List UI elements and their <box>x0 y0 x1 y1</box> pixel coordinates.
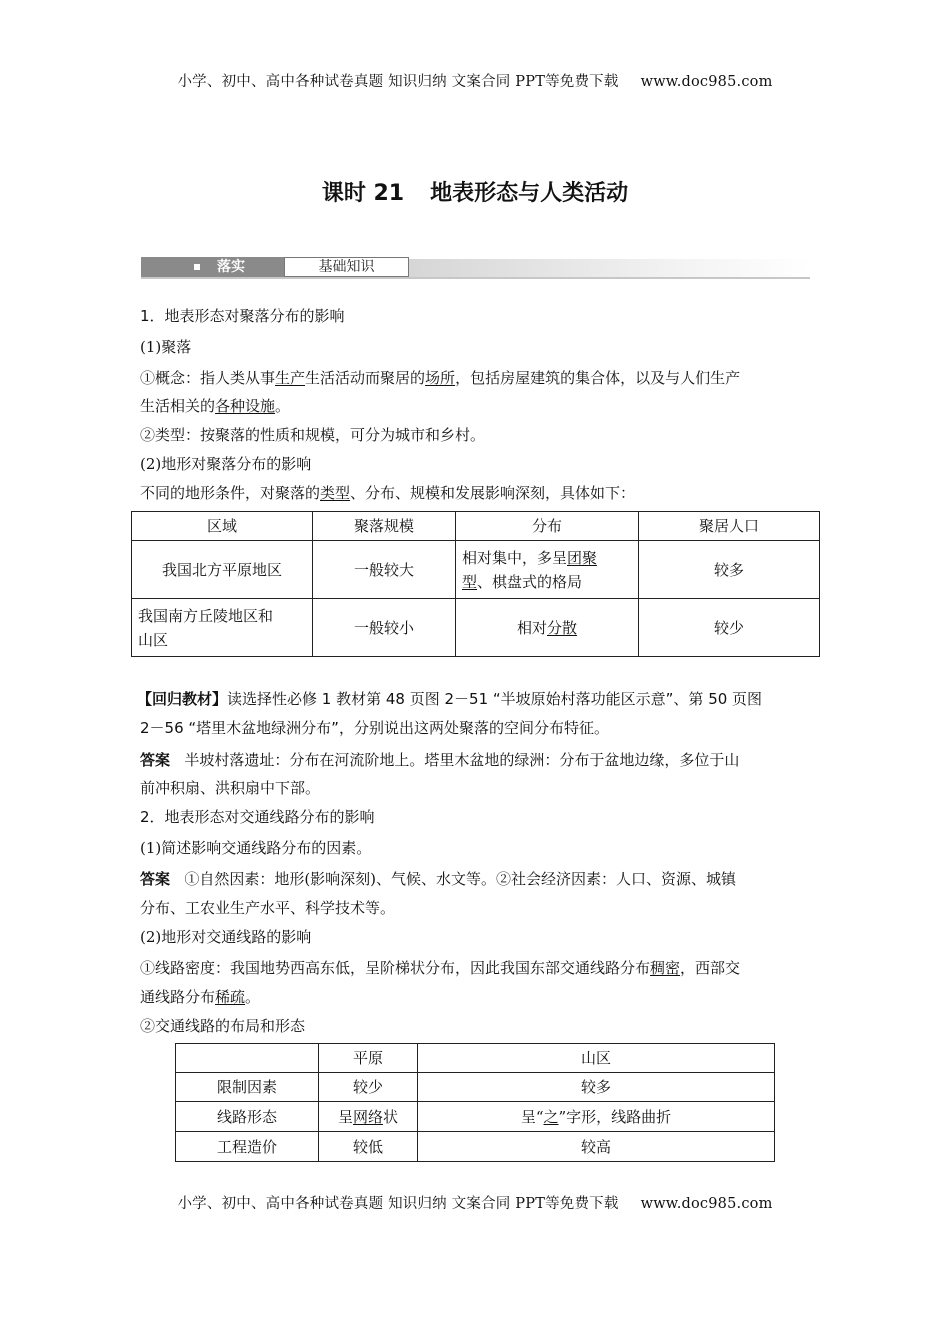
s2-sub1: (1)简述影响交通线路分布的因素。 <box>140 839 372 857</box>
table-cell: 限制因素 <box>176 1073 319 1102</box>
table-header: 分布 <box>456 512 639 541</box>
table-row <box>176 1073 775 1102</box>
page-title <box>0 176 950 207</box>
table-cell: 一般较大 <box>313 541 456 599</box>
type-line: ②类型：按聚落的性质和规模，可分为城市和乡村。 <box>140 426 486 444</box>
page-footer <box>0 1192 950 1213</box>
blank-answer: 之 <box>543 1107 559 1126</box>
table-header: 区域 <box>132 512 313 541</box>
footer-url[interactable]: www.doc985.com <box>640 1196 773 1212</box>
s1-sub1: (1)聚落 <box>140 338 192 356</box>
s1-heading: 1．地表形态对聚落分布的影响 <box>140 307 345 325</box>
settlement-table <box>131 511 820 657</box>
blank-answer: 类型 <box>320 484 351 502</box>
lesson-number: 课时 21 <box>321 181 405 206</box>
review-answer-2: 前冲积扇、洪积扇中下部。 <box>140 779 321 797</box>
table-cell: 相对集中，多呈团聚 型、棋盘式的格局 <box>456 541 639 599</box>
blank-answer: 稀疏 <box>215 988 246 1006</box>
layout-line: ②交通线路的布局和形态 <box>140 1017 306 1035</box>
table-cell: 较低 <box>319 1132 418 1162</box>
answer-label: 答案 <box>140 751 171 769</box>
concept-line-2: 生活相关的各种设施。 <box>140 397 291 415</box>
header-text: 小学、初中、高中各种试卷真题 知识归纳 文案合同 PPT等免费下载 <box>177 74 619 90</box>
table-row <box>132 512 820 541</box>
blank-answer: 网络 <box>352 1107 383 1126</box>
review-line-1: 【回归教材】读选择性必修 1 教材第 48 页图 2－51 “半坡原始村落功能区示意”、第 50 页图 <box>137 690 763 708</box>
blank-answer: 场所 <box>425 369 456 387</box>
s1-sub2: (2)地形对聚落分布的影响 <box>140 455 312 473</box>
section-banner <box>141 257 810 279</box>
lesson-topic: 地表形态与人类活动 <box>430 181 629 206</box>
table-header: 山区 <box>418 1044 775 1073</box>
banner-fade <box>409 259 810 277</box>
table-cell: 我国南方丘陵地区和 山区 <box>132 599 313 657</box>
square-bullet-icon <box>194 264 200 270</box>
table-cell: 我国北方平原地区 <box>132 541 313 599</box>
banner-tag-text: 落实 <box>217 259 245 275</box>
table-header <box>176 1044 319 1073</box>
s2-heading: 2．地表形态对交通线路分布的影响 <box>140 808 375 826</box>
banner-label: 基础知识 <box>284 257 409 277</box>
table-row <box>176 1132 775 1162</box>
review-tag: 【回归教材】 <box>137 690 228 708</box>
s2-answer-2: 分布、工农业生产水平、科学技术等。 <box>140 899 396 917</box>
header-url[interactable]: www.doc985.com <box>640 74 773 90</box>
s2-answer-1: 答案 ①自然因素：地形(影响深刻)、气候、水文等。②社会经济因素：人口、资源、城镇 <box>140 870 737 888</box>
table-cell: 较高 <box>418 1132 775 1162</box>
table-cell: 较多 <box>639 541 820 599</box>
banner-rule <box>141 277 810 279</box>
density-line: ①线路密度：我国地势西高东低，呈阶梯状分布，因此我国东部交通线路分布稠密，西部交 <box>140 959 741 977</box>
table-cell: 较少 <box>639 599 820 657</box>
review-line-2: 2－56 “塔里木盆地绿洲分布”，分别说出这两处聚落的空间分布特征。 <box>140 719 609 737</box>
transport-table <box>175 1043 775 1162</box>
review-answer-1: 答案 半坡村落遗址：分布在河流阶地上。塔里木盆地的绿洲：分布于盆地边缘，多位于山 <box>140 751 740 769</box>
concept-line: ①概念：指人类从事生产生活活动而聚居的场所，包括房屋建筑的集合体，以及与人们生产 <box>140 369 741 387</box>
table-cell: 线路形态 <box>176 1102 319 1132</box>
footer-text: 小学、初中、高中各种试卷真题 知识归纳 文案合同 PPT等免费下载 <box>177 1196 619 1212</box>
table-cell: 呈网络状 <box>319 1102 418 1132</box>
table-cell: 工程造价 <box>176 1132 319 1162</box>
page-header <box>0 70 950 91</box>
answer-label: 答案 <box>140 870 171 888</box>
table1-intro: 不同的地形条件，对聚落的类型、分布、规模和发展影响深刻，具体如下： <box>140 484 636 502</box>
table-cell: 相对分散 <box>456 599 639 657</box>
table-header: 平原 <box>319 1044 418 1073</box>
blank-answer: 生产 <box>275 369 306 387</box>
table-cell: 呈“之”字形，线路曲折 <box>418 1102 775 1132</box>
table-header: 聚居人口 <box>639 512 820 541</box>
table-cell: 较少 <box>319 1073 418 1102</box>
blank-answer: 型 <box>462 572 478 591</box>
density-line-2: 通线路分布稀疏。 <box>140 988 261 1006</box>
table-row <box>176 1102 775 1132</box>
s2-sub2: (2)地形对交通线路的影响 <box>140 928 312 946</box>
blank-answer: 稠密 <box>650 959 681 977</box>
table-cell: 一般较小 <box>313 599 456 657</box>
table-header: 聚落规模 <box>313 512 456 541</box>
table-row <box>132 541 820 599</box>
table-row <box>176 1044 775 1073</box>
blank-answer: 团聚 <box>567 548 598 567</box>
blank-answer: 分散 <box>547 618 578 637</box>
table-row <box>132 599 820 657</box>
blank-answer: 各种设施 <box>215 397 276 415</box>
banner-tag <box>141 257 284 277</box>
table-cell: 较多 <box>418 1073 775 1102</box>
